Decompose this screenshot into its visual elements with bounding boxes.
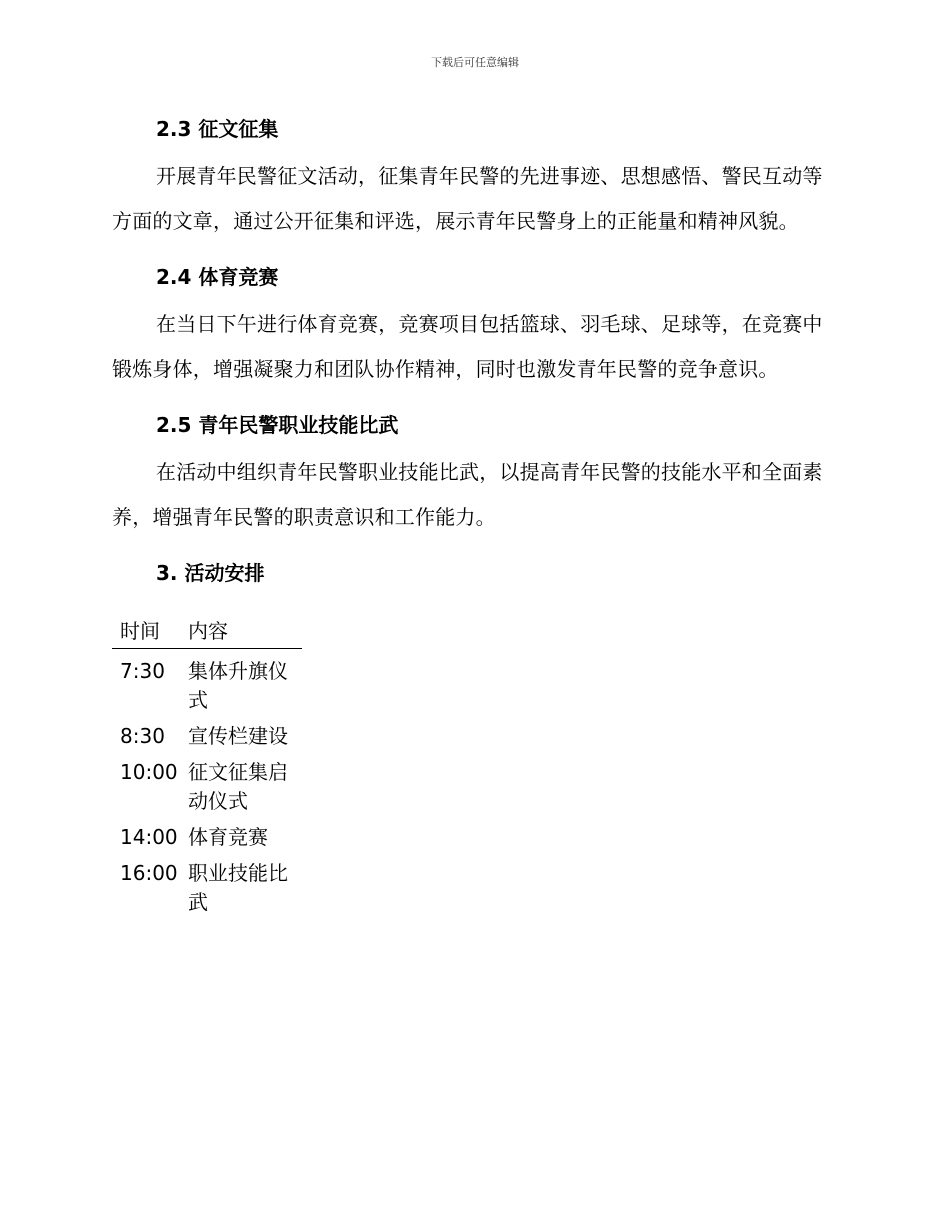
- row-content: 宣传栏建设: [188, 724, 288, 748]
- table-row: [112, 854, 302, 919]
- table-row: [112, 818, 302, 854]
- section-heading-2-3: 2.3 征文征集: [156, 117, 279, 141]
- row-content: 集体升旗仪式: [188, 659, 288, 712]
- section-body-2-4: 在当日下午进行体育竞赛，竞赛项目包括篮球、羽毛球、足球等，在竞赛中锻炼身体，增强凝聚力和团队协作精神，同时也激发青年民警的竞争意识。: [112, 312, 823, 381]
- row-time: 10:00: [120, 760, 178, 784]
- section-body-2-3: 开展青年民警征文活动，征集青年民警的先进事迹、思想感悟、警民互动等方面的文章，通过公开征集和评选，展示青年民警身上的正能量和精神风貌。: [112, 164, 823, 233]
- row-time: 16:00: [120, 861, 178, 885]
- row-content: 职业技能比武: [188, 861, 288, 914]
- column-header-time: 时间: [112, 616, 184, 649]
- row-content: 体育竞赛: [188, 825, 268, 849]
- table-header-row: [112, 616, 302, 649]
- column-header-content: 内容: [184, 616, 302, 649]
- row-time: 14:00: [120, 825, 178, 849]
- table-row: [112, 753, 302, 818]
- page-header: 下载后可任意编辑: [431, 56, 519, 69]
- table-row: [112, 717, 302, 753]
- section-heading-2-4: 2.4 体育竞赛: [156, 265, 279, 289]
- section-heading-2-5: 2.5 青年民警职业技能比武: [156, 413, 399, 437]
- schedule-heading: 3. 活动安排: [156, 561, 265, 585]
- schedule-table: [112, 616, 302, 919]
- row-time: 8:30: [120, 724, 165, 748]
- row-content: 征文征集启动仪式: [188, 760, 288, 813]
- row-time: 7:30: [120, 659, 165, 683]
- table-row: [112, 649, 302, 718]
- section-body-2-5: 在活动中组织青年民警职业技能比武，以提高青年民警的技能水平和全面素养，增强青年民警的职责意识和工作能力。: [112, 460, 823, 529]
- document-body: [112, 112, 832, 919]
